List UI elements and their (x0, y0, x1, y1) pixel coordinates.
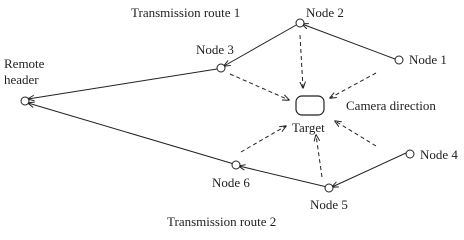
node-5 (325, 184, 333, 192)
camera-direction-label: Camera direction (346, 98, 436, 113)
node-6-label: Node 6 (212, 175, 250, 190)
remote-header-label (4, 56, 48, 87)
node-2-label: Node 2 (306, 5, 344, 20)
route-1-label: Transmission route 1 (131, 5, 241, 20)
edge-node3-remote (28, 69, 217, 99)
remote-header-node (21, 97, 29, 105)
node-3 (217, 64, 225, 72)
node-2 (296, 19, 304, 27)
edge-node6-remote (28, 103, 234, 164)
edge-node4-node5 (332, 153, 406, 187)
camera-arrow-node6 (241, 126, 286, 152)
remote-header-label-line1: Remote (4, 56, 45, 71)
remote-header-label-line2: header (4, 72, 39, 87)
node-1-label: Node 1 (409, 52, 447, 67)
target-box (296, 96, 324, 115)
camera-arrow-node5 (316, 135, 322, 177)
node-4-label: Node 4 (420, 147, 458, 162)
edge-node2-node3 (224, 24, 298, 66)
camera-arrow-node1 (330, 73, 376, 98)
camera-arrow-node2 (300, 35, 303, 88)
edge-node5-node6 (239, 166, 327, 187)
node-1 (395, 56, 403, 64)
node-3-label: Node 3 (196, 42, 234, 57)
edge-node1-node2 (302, 24, 395, 59)
camera-arrow-node3 (230, 74, 289, 100)
target-label: Target (292, 120, 325, 135)
node-6 (232, 161, 240, 169)
route-2-label: Transmission route 2 (167, 214, 277, 229)
node-5-label: Node 5 (310, 197, 348, 212)
node-4 (406, 150, 414, 158)
camera-arrow-node4 (335, 121, 376, 146)
